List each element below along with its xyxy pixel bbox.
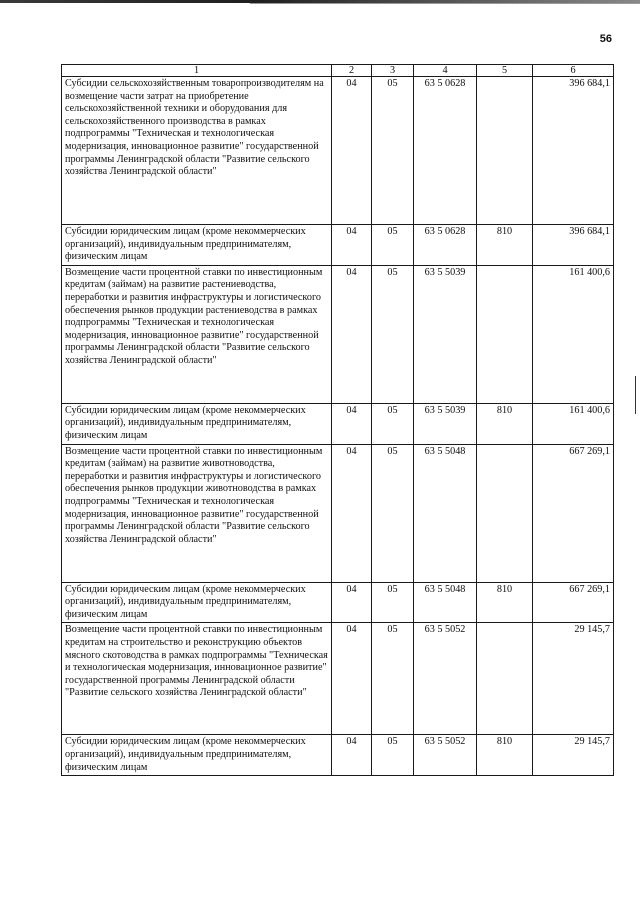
- section-code: 04: [332, 225, 372, 266]
- subsection-code: 05: [372, 623, 414, 735]
- amount: 396 684,1: [533, 77, 614, 225]
- subsection-code: 05: [372, 582, 414, 623]
- item-name: Субсидии сельскохозяйственным товаропроизводителям на возмещение части затрат на приобретение сельскохозяйственной техники и оборудования для сельскохозяйственного производства в рамках подпрограммы "Техническая и технологическая модернизация, инновационное развитие" государственной программы Ленинградской области "Развитие сельского хозяйства Ленинградской области": [62, 77, 332, 225]
- subsection-code: 05: [372, 735, 414, 776]
- section-code: 04: [332, 403, 372, 444]
- amount: 29 145,7: [533, 735, 614, 776]
- target-article-code: 63 5 5048: [414, 444, 477, 582]
- section-code: 04: [332, 735, 372, 776]
- target-article-code: 63 5 5039: [414, 403, 477, 444]
- expense-type-code: [477, 265, 533, 403]
- section-code: 04: [332, 77, 372, 225]
- page-number: 56: [599, 33, 612, 45]
- table-row: [62, 623, 614, 735]
- target-article-code: 63 5 5039: [414, 265, 477, 403]
- table-row: [62, 403, 614, 444]
- table-row: [62, 582, 614, 623]
- section-code: 04: [332, 623, 372, 735]
- table-row: [62, 225, 614, 266]
- item-name: Субсидии юридическим лицам (кроме некоммерческих организаций), индивидуальным предпринимателям, физическим лицам: [62, 735, 332, 776]
- amount: 396 684,1: [533, 225, 614, 266]
- expense-type-code: 810: [477, 735, 533, 776]
- table-row: [62, 77, 614, 225]
- expense-type-code: 810: [477, 403, 533, 444]
- expense-type-code: [477, 623, 533, 735]
- subsection-code: 05: [372, 403, 414, 444]
- scan-mark: [635, 376, 636, 414]
- budget-table: [61, 64, 614, 776]
- column-header: 6: [533, 65, 614, 77]
- column-header: 3: [372, 65, 414, 77]
- table-row: [62, 265, 614, 403]
- column-header: 2: [332, 65, 372, 77]
- item-name: Субсидии юридическим лицам (кроме некоммерческих организаций), индивидуальным предпринимателям, физическим лицам: [62, 582, 332, 623]
- target-article-code: 63 5 5052: [414, 623, 477, 735]
- amount: 161 400,6: [533, 403, 614, 444]
- section-code: 04: [332, 444, 372, 582]
- expense-type-code: [477, 444, 533, 582]
- expense-type-code: [477, 77, 533, 225]
- target-article-code: 63 5 5048: [414, 582, 477, 623]
- column-header: 4: [414, 65, 477, 77]
- item-name: Возмещение части процентной ставки по инвестиционным кредитам (займам) на развитие растениеводства, переработки и развития инфраструктуры и логистического обеспечения рынков продукции растениеводства в рамках подпрограммы "Техническая и технологическая модернизация, инновационное развитие" государственной программы Ленинградской области "Развитие сельского хозяйства Ленинградской области": [62, 265, 332, 403]
- column-header: 1: [62, 65, 332, 77]
- subsection-code: 05: [372, 225, 414, 266]
- amount: 667 269,1: [533, 444, 614, 582]
- item-name: Возмещение части процентной ставки по инвестиционным кредитам (займам) на развитие животноводства, переработки и развития инфраструктуры и логистического обеспечения рынков продукции животноводства в рамках подпрограммы "Техническая и технологическая модернизация, инновационное развитие" государственной программы Ленинградской области "Развитие сельского хозяйства Ленинградской области": [62, 444, 332, 582]
- amount: 29 145,7: [533, 623, 614, 735]
- amount: 667 269,1: [533, 582, 614, 623]
- subsection-code: 05: [372, 444, 414, 582]
- item-name: Субсидии юридическим лицам (кроме некоммерческих организаций), индивидуальным предпринимателям, физическим лицам: [62, 225, 332, 266]
- expense-type-code: 810: [477, 582, 533, 623]
- scan-edge-shadow: [250, 3, 640, 4]
- section-code: 04: [332, 582, 372, 623]
- target-article-code: 63 5 5052: [414, 735, 477, 776]
- item-name: Субсидии юридическим лицам (кроме некоммерческих организаций), индивидуальным предпринимателям, физическим лицам: [62, 403, 332, 444]
- column-header: 5: [477, 65, 533, 77]
- table-header-row: [62, 65, 614, 77]
- subsection-code: 05: [372, 77, 414, 225]
- expense-type-code: 810: [477, 225, 533, 266]
- table-row: [62, 444, 614, 582]
- table-row: [62, 735, 614, 776]
- subsection-code: 05: [372, 265, 414, 403]
- target-article-code: 63 5 0628: [414, 225, 477, 266]
- amount: 161 400,6: [533, 265, 614, 403]
- section-code: 04: [332, 265, 372, 403]
- target-article-code: 63 5 0628: [414, 77, 477, 225]
- item-name: Возмещение части процентной ставки по инвестиционным кредитам на строительство и реконструкцию объектов мясного скотоводства в рамках подпрограммы "Техническая и технологическая модернизация, инновационное развитие" государственной программы Ленинградской области "Развитие сельского хозяйства Ленинградской области": [62, 623, 332, 735]
